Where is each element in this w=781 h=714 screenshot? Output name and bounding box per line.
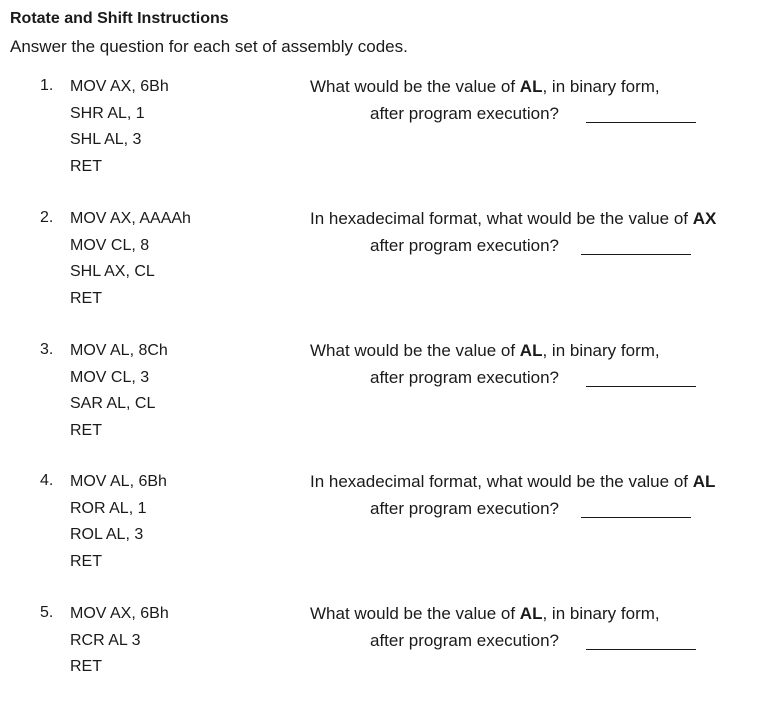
- code-line: RET: [70, 421, 102, 439]
- prompt-line-2: after program execution?: [370, 631, 559, 650]
- code-line: RCR AL 3: [70, 631, 141, 649]
- prompt-text: In hexadecimal format, what would be the value of: [310, 209, 693, 228]
- register-name: AL: [692, 472, 716, 491]
- code-line: RET: [70, 289, 102, 307]
- question-number: 4.: [40, 472, 54, 489]
- code-line: MOV AL, 6Bh: [70, 473, 167, 490]
- code-block: [70, 77, 169, 183]
- question-prompt: [310, 341, 660, 361]
- code-line: MOV AX, AAAAh: [70, 210, 191, 227]
- question-4: [0, 472, 781, 582]
- answer-blank[interactable]: [586, 649, 696, 650]
- code-line: ROL AL, 3: [70, 526, 144, 543]
- code-block: [70, 604, 169, 684]
- question-prompt: [310, 209, 716, 229]
- code-line: MOV CL, 8: [70, 236, 150, 254]
- register-name: AL: [519, 77, 543, 96]
- page-title: Rotate and Shift Instructions: [10, 10, 229, 27]
- register-name: AL: [519, 604, 543, 623]
- prompt-text: What would be the value of: [310, 77, 520, 96]
- prompt-text: , in binary form,: [542, 604, 660, 623]
- code-line: MOV AL, 8Ch: [70, 342, 168, 359]
- code-line: MOV CL, 3: [70, 368, 150, 386]
- answer-blank[interactable]: [586, 386, 696, 387]
- prompt-text: What would be the value of: [310, 341, 520, 360]
- question-3: [0, 341, 781, 451]
- code-block: [70, 472, 167, 578]
- answer-blank[interactable]: [581, 517, 691, 518]
- question-5: [0, 604, 781, 714]
- question-number: 2.: [40, 209, 54, 226]
- question-prompt: [310, 472, 715, 492]
- code-line: SHR AL, 1: [70, 104, 145, 122]
- question-number: 5.: [40, 604, 54, 621]
- prompt-line-2: after program execution?: [370, 499, 559, 518]
- prompt-text: , in binary form,: [542, 77, 660, 96]
- register-name: AL: [519, 341, 543, 360]
- question-1: [0, 77, 781, 187]
- code-line: MOV AX, 6Bh: [70, 605, 169, 622]
- question-prompt: [310, 77, 660, 97]
- answer-blank[interactable]: [586, 122, 696, 123]
- question-prompt: [310, 604, 660, 624]
- register-name: AX: [692, 209, 717, 228]
- question-2: [0, 209, 781, 319]
- code-line: SAR AL, CL: [70, 395, 156, 412]
- code-block: [70, 341, 168, 447]
- prompt-text: What would be the value of: [310, 604, 520, 623]
- prompt-line-2: after program execution?: [370, 236, 559, 255]
- prompt-line-2: after program execution?: [370, 104, 559, 123]
- code-line: RET: [70, 552, 102, 570]
- code-block: [70, 209, 191, 315]
- question-number: 3.: [40, 341, 54, 358]
- prompt-text: , in binary form,: [542, 341, 660, 360]
- code-line: SHL AL, 3: [70, 131, 142, 148]
- code-line: MOV AX, 6Bh: [70, 78, 169, 95]
- prompt-line-2: after program execution?: [370, 368, 559, 387]
- code-line: RET: [70, 157, 102, 175]
- code-line: RET: [70, 658, 102, 675]
- code-line: ROR AL, 1: [70, 499, 147, 517]
- instructions-text: Answer the question for each set of assembly codes.: [10, 37, 408, 56]
- answer-blank[interactable]: [581, 254, 691, 255]
- code-line: SHL AX, CL: [70, 263, 155, 280]
- prompt-text: In hexadecimal format, what would be the value of: [310, 472, 693, 491]
- question-number: 1.: [40, 77, 54, 94]
